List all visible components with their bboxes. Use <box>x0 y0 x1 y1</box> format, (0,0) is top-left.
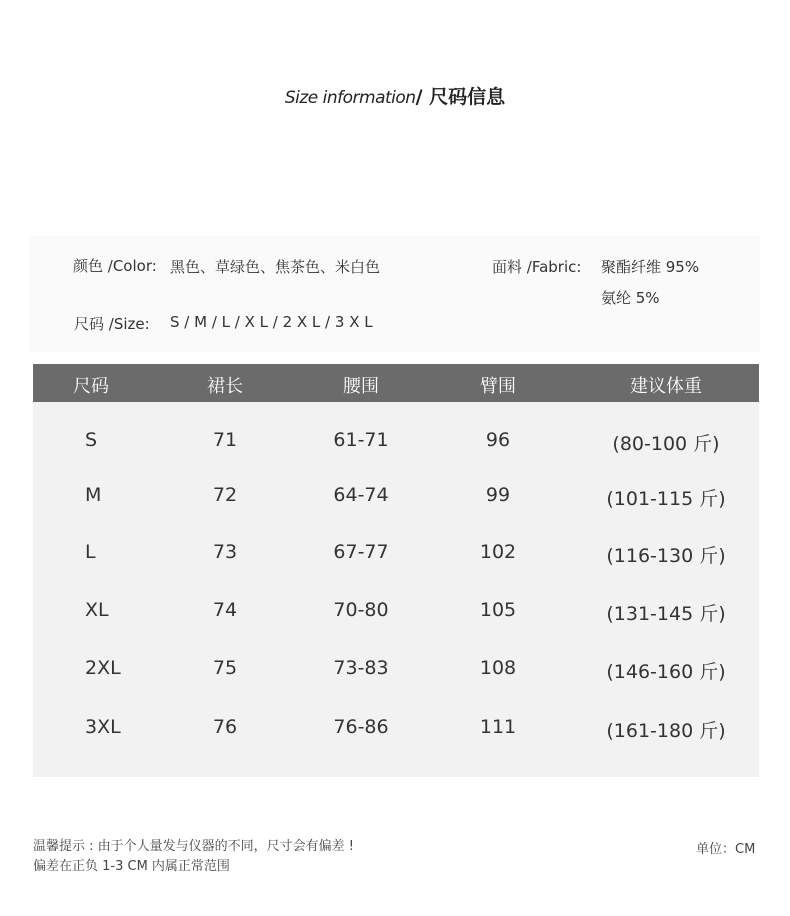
cell-waist: 73-83 <box>333 657 389 679</box>
header-length: 裙长 <box>207 376 243 397</box>
footer-note-2: 偏差在正负 1-3 CM 内属正常范围 <box>33 859 230 874</box>
cell-size: M <box>85 484 102 506</box>
cell-waist: 76-86 <box>333 716 389 738</box>
cell-weight: (101-115 斤) <box>606 488 726 510</box>
footer-note-1: 温馨提示 : 由于个人量发与仪器的不同，尺寸会有偏差 ! <box>33 839 354 854</box>
cell-waist: 64-74 <box>333 484 389 506</box>
table-row <box>33 537 759 567</box>
cell-weight: (116-130 斤) <box>606 545 726 567</box>
table-body <box>33 402 759 777</box>
cell-waist: 67-77 <box>333 541 389 563</box>
cell-weight: (80-100 斤) <box>612 433 720 455</box>
cell-size: S <box>85 429 98 451</box>
color-value: 黑色、草绿色、焦茶色、米白色 <box>170 258 381 276</box>
cell-arm: 99 <box>485 484 511 506</box>
fabric-line2: 氨纶 5% <box>601 289 660 307</box>
cell-weight: (161-180 斤) <box>606 720 726 742</box>
cell-length: 73 <box>212 541 238 563</box>
cell-arm: 96 <box>485 429 511 451</box>
cell-arm: 102 <box>479 541 517 563</box>
cell-size: XL <box>85 599 109 621</box>
cell-arm: 105 <box>479 599 517 621</box>
cell-waist: 61-71 <box>333 429 389 451</box>
table-header <box>33 364 759 402</box>
cell-waist: 70-80 <box>333 599 389 621</box>
table-row <box>33 712 759 742</box>
cell-length: 74 <box>212 599 238 621</box>
unit-label: 单位：CM <box>696 842 756 857</box>
cell-size: 3XL <box>85 716 121 738</box>
cell-weight: (146-160 斤) <box>606 661 726 683</box>
cell-length: 75 <box>212 657 238 679</box>
table-row <box>33 480 759 510</box>
page-title <box>0 82 790 109</box>
table-row <box>33 653 759 683</box>
fabric-line1: 聚酯纤维 95% <box>601 258 700 276</box>
header-arm: 臂围 <box>480 376 516 397</box>
cell-length: 76 <box>212 716 238 738</box>
table-row <box>33 595 759 625</box>
cell-length: 72 <box>212 484 238 506</box>
cell-arm: 111 <box>479 716 517 738</box>
cell-size: 2XL <box>85 657 121 679</box>
cell-size: L <box>85 541 96 563</box>
title-en: Size information <box>284 88 416 108</box>
fabric-label: 面料 /Fabric: <box>492 258 582 276</box>
cell-length: 71 <box>212 429 238 451</box>
header-size: 尺码 <box>73 376 109 397</box>
color-label: 颜色 /Color: <box>73 257 157 275</box>
size-label: 尺码 /Size: <box>74 315 150 333</box>
title-cn: / 尺码信息 <box>415 86 506 108</box>
header-waist: 腰围 <box>343 376 379 397</box>
header-weight: 建议体重 <box>630 376 702 397</box>
cell-weight: (131-145 斤) <box>606 603 726 625</box>
product-info-box <box>30 236 760 352</box>
size-value: S / M / L / X L / 2 X L / 3 X L <box>170 313 373 331</box>
table-row <box>33 425 759 455</box>
cell-arm: 108 <box>479 657 517 679</box>
